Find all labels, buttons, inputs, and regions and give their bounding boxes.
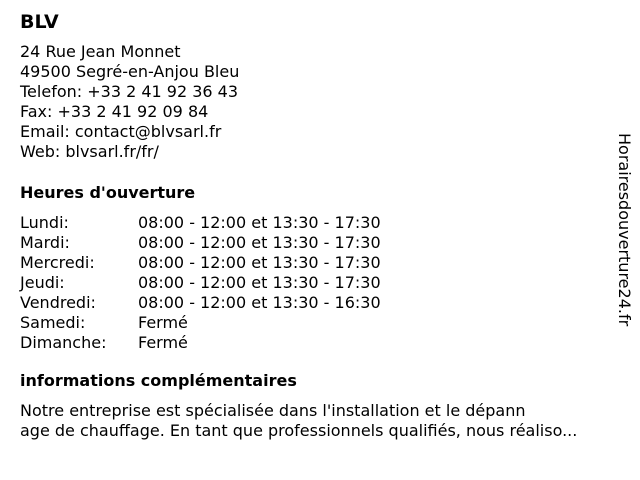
hours-table [20, 213, 610, 353]
hours-row [20, 273, 610, 293]
business-card [20, 10, 610, 441]
hours-row [20, 253, 610, 273]
hours-row [20, 293, 610, 313]
hours-day: Vendredi: [20, 293, 96, 312]
website-address: Web: blvsarl.fr/fr/ [20, 142, 159, 161]
info-line: Notre entreprise est spécialisée dans l'installation et le dépann [20, 401, 526, 420]
hours-time: 08:00 - 12:00 et 13:30 - 17:30 [138, 273, 381, 292]
hours-row [20, 313, 610, 333]
hours-time: Fermé [138, 333, 188, 352]
hours-day: Samedi: [20, 313, 86, 332]
address-city: 49500 Segré-en-Anjou Bleu [20, 62, 240, 81]
phone-number: Telefon: +33 2 41 92 36 43 [20, 82, 239, 101]
hours-day: Dimanche: [20, 333, 107, 352]
info-heading: informations complémentaires [20, 371, 297, 390]
hours-day: Lundi: [20, 213, 69, 232]
address-street: 24 Rue Jean Monnet [20, 42, 181, 61]
hours-day: Jeudi: [20, 273, 65, 292]
info-text [20, 401, 610, 441]
hours-time: 08:00 - 12:00 et 13:30 - 16:30 [138, 293, 381, 312]
hours-time: 08:00 - 12:00 et 13:30 - 17:30 [138, 213, 381, 232]
hours-heading: Heures d'ouverture [20, 183, 196, 202]
hours-row [20, 213, 610, 233]
hours-row [20, 233, 610, 253]
hours-time: Fermé [138, 313, 188, 332]
site-watermark: Horairesdouverture24.fr [615, 133, 634, 327]
business-name: BLV [20, 11, 59, 33]
email-address: Email: contact@blvsarl.fr [20, 122, 222, 141]
hours-time: 08:00 - 12:00 et 13:30 - 17:30 [138, 233, 381, 252]
hours-day: Mercredi: [20, 253, 95, 272]
hours-day: Mardi: [20, 233, 70, 252]
fax-number: Fax: +33 2 41 92 09 84 [20, 102, 209, 121]
hours-row [20, 333, 610, 353]
hours-time: 08:00 - 12:00 et 13:30 - 17:30 [138, 253, 381, 272]
info-line: age de chauffage. En tant que professionnels qualifiés, nous réaliso... [20, 421, 578, 440]
